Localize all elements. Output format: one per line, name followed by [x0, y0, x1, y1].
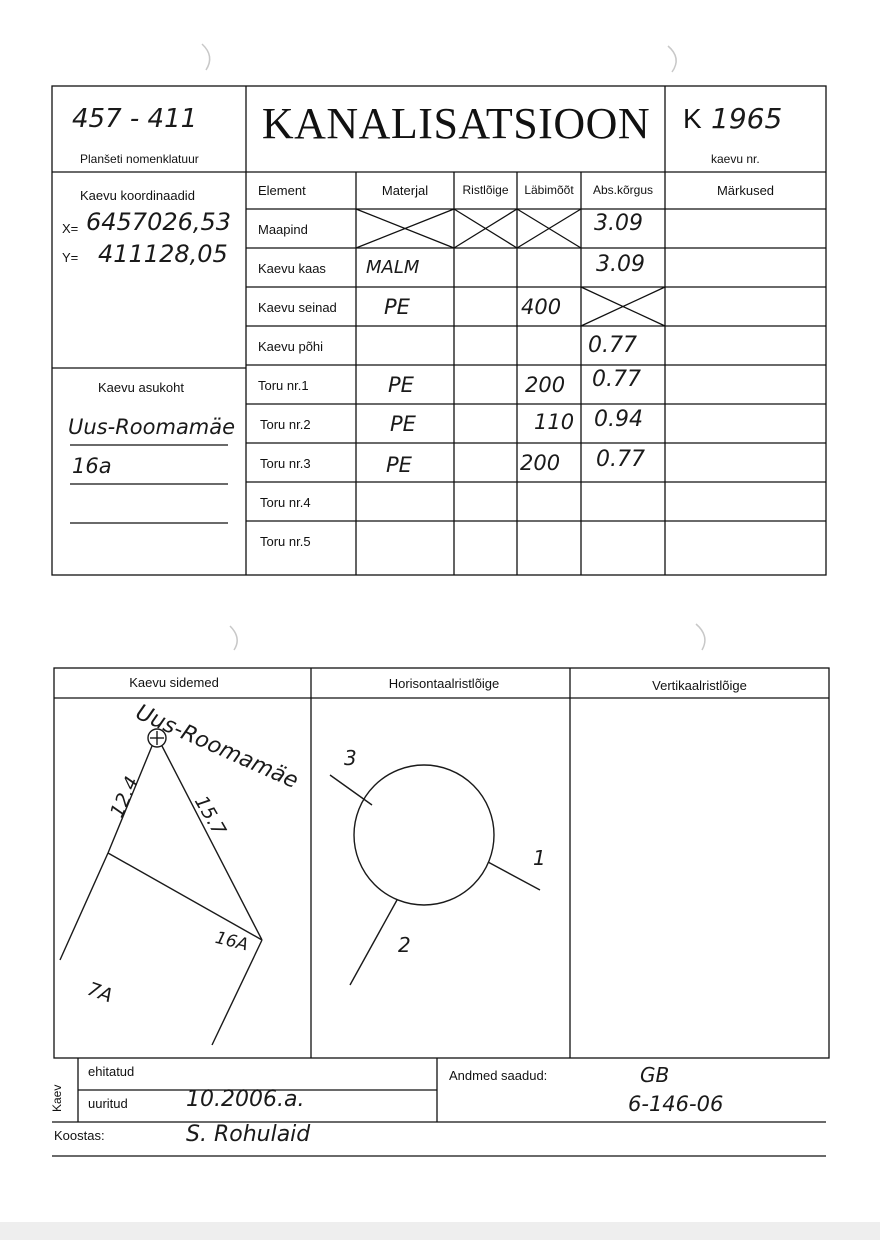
- row-height: 0.77: [596, 447, 645, 472]
- row-material: PE: [386, 453, 412, 477]
- row-diameter: 200: [525, 373, 566, 397]
- row-diameter: 200: [520, 451, 561, 475]
- well-number: 1965: [711, 102, 783, 135]
- street-annotation: Uus-Roomamäe: [131, 700, 302, 795]
- distance-left: 12.4: [106, 773, 144, 821]
- x-coordinate: 6457026,53: [86, 208, 232, 236]
- col-notes: Märkused: [716, 183, 775, 198]
- row-diameter: 400: [521, 295, 562, 319]
- col-material: Materjal: [381, 183, 429, 198]
- built-label: ehitatud: [88, 1064, 135, 1079]
- pipe-1-label: 1: [533, 846, 546, 870]
- pipe-3-label: 3: [344, 746, 357, 770]
- data-source-value1: GB: [640, 1063, 670, 1087]
- scan-shadow: [0, 1222, 880, 1240]
- col-cross: Ristlõige: [462, 183, 509, 197]
- nomenclature-value: 457 - 411: [72, 104, 198, 134]
- data-source-label: Andmed saadud:: [449, 1068, 548, 1083]
- row-height: 0.77: [592, 367, 641, 392]
- well-label: kaevu nr.: [711, 152, 760, 166]
- location-label: Kaevu asukoht: [98, 380, 185, 395]
- coordinates-label: Kaevu koordinaadid: [80, 188, 195, 203]
- x-prefix: X=: [62, 221, 79, 236]
- row-element: Toru nr.5: [260, 534, 311, 549]
- row-material: PE: [388, 373, 414, 397]
- row-element: Kaevu kaas: [258, 261, 326, 276]
- location-number: 16a: [72, 454, 112, 478]
- col-height: Abs.kõrgus: [592, 183, 654, 197]
- row-element: Kaevu seinad: [258, 300, 337, 315]
- row-material: PE: [384, 295, 410, 319]
- distance-right: 15.7: [189, 792, 231, 840]
- row-element: Toru nr.3: [260, 456, 311, 471]
- well-prefix: K: [683, 103, 702, 134]
- page-title: KANALISATSIOON: [261, 99, 651, 148]
- compiled-label: Koostas:: [54, 1128, 105, 1143]
- sketch-col3-header: Vertikaalristlõige: [652, 678, 747, 693]
- row-height: 0.77: [588, 333, 637, 358]
- kaev-label: Kaev: [50, 1084, 64, 1112]
- data-source-value2: 6-146-06: [628, 1092, 724, 1116]
- col-element: Element: [258, 183, 306, 198]
- row-element: Toru nr.2: [260, 417, 311, 432]
- row-material: PE: [390, 412, 416, 436]
- y-coordinate: 411128,05: [98, 240, 228, 268]
- pipe-2-label: 2: [398, 933, 411, 957]
- row-element: Toru nr.1: [258, 378, 309, 393]
- row-element: Kaevu põhi: [258, 339, 324, 354]
- y-prefix: Y=: [62, 250, 79, 265]
- col-diameter: Läbimõõt: [524, 183, 574, 197]
- sketch-col1-header: Kaevu sidemed: [129, 675, 219, 690]
- row-element: Toru nr.4: [260, 495, 311, 510]
- row-height: 0.94: [594, 407, 643, 432]
- row-height: 3.09: [596, 252, 645, 277]
- location-street: Uus-Roomamäe: [68, 415, 236, 439]
- compiled-value: S. Rohulaid: [186, 1122, 311, 1147]
- row-element: Maapind: [258, 222, 308, 237]
- building2-label: 7A: [84, 978, 116, 1008]
- surveyed-label: uuritud: [88, 1096, 128, 1111]
- horizontal-section: [330, 765, 540, 985]
- row-height: 3.09: [594, 211, 643, 236]
- building-label: 16A: [213, 928, 251, 956]
- sketch-col2-header: Horisontaalristlõige: [388, 676, 500, 691]
- surveyed-value: 10.2006.a.: [186, 1087, 305, 1112]
- nomenclature-label: Planšeti nomenklatuur: [80, 152, 199, 166]
- row-diameter: 110: [534, 410, 575, 434]
- row-material: MALM: [366, 257, 420, 278]
